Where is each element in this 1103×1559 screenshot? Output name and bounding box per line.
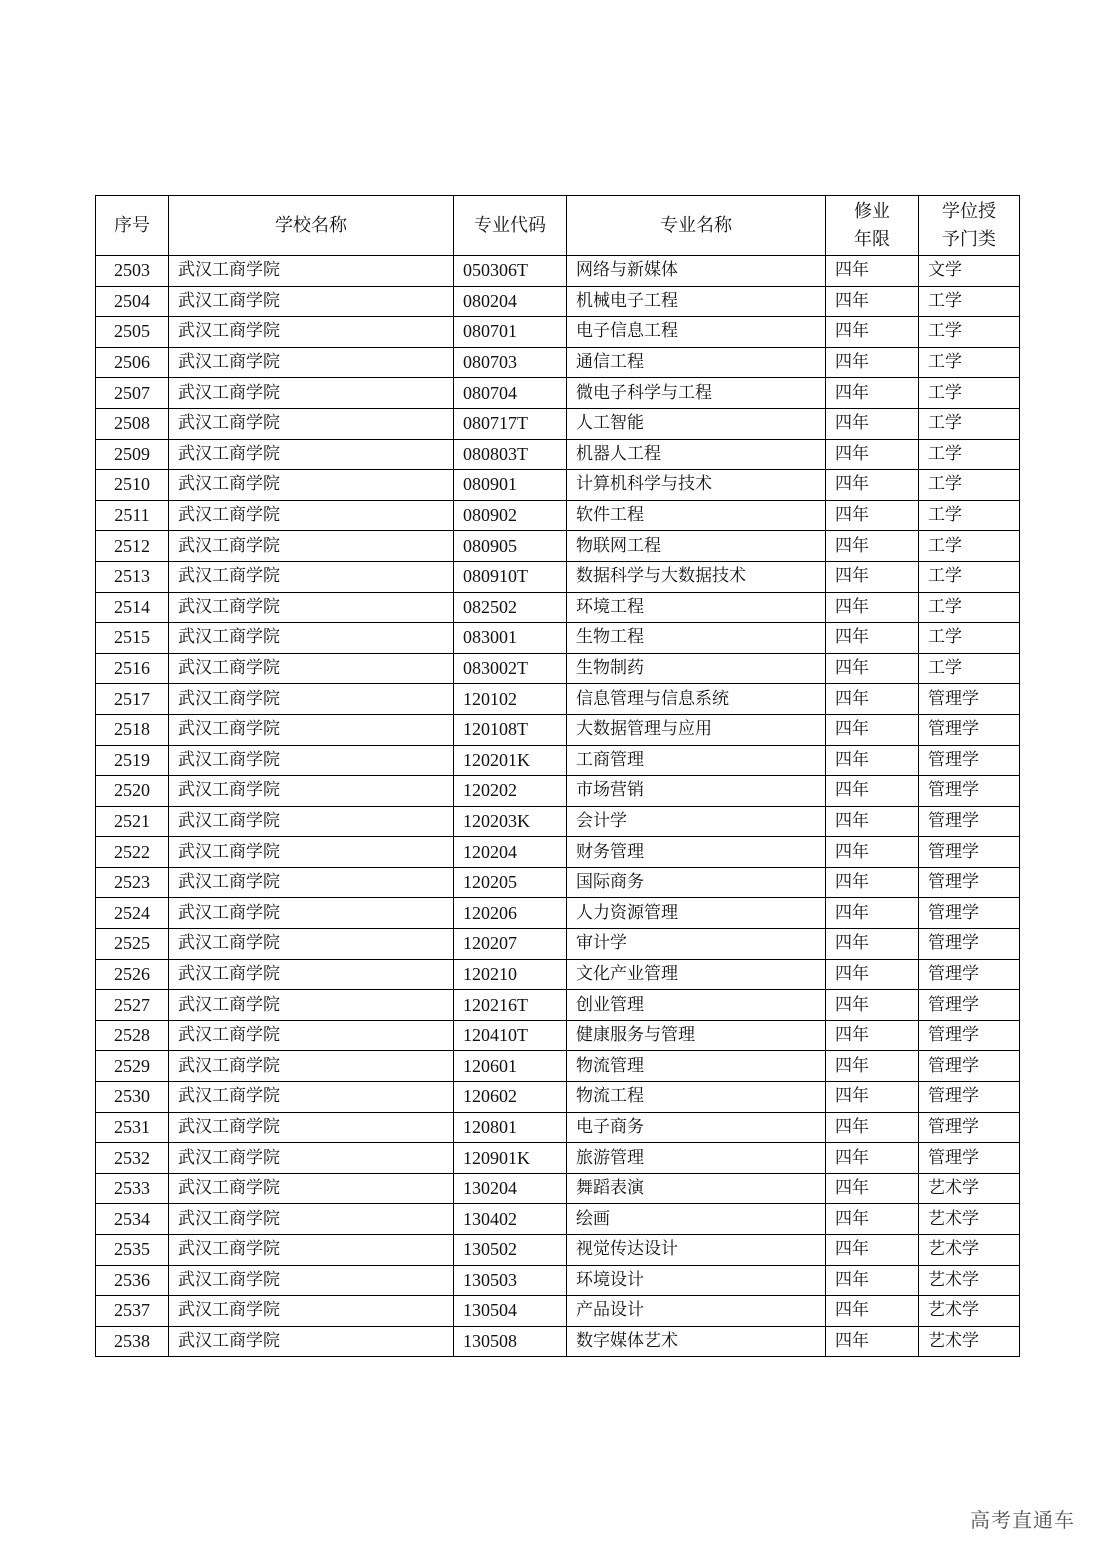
cell-school: 武汉工商学院 bbox=[169, 1326, 454, 1357]
cell-school: 武汉工商学院 bbox=[169, 867, 454, 898]
cell-major: 会计学 bbox=[567, 806, 826, 837]
cell-code: 080704 bbox=[454, 378, 567, 409]
table-row bbox=[96, 837, 1020, 868]
table-row bbox=[96, 990, 1020, 1021]
cell-major: 大数据管理与应用 bbox=[567, 714, 826, 745]
cell-years: 四年 bbox=[826, 1173, 919, 1204]
cell-degree: 工学 bbox=[919, 531, 1020, 562]
cell-school: 武汉工商学院 bbox=[169, 1235, 454, 1266]
cell-years: 四年 bbox=[826, 684, 919, 715]
cell-code: 120216T bbox=[454, 990, 567, 1021]
cell-degree: 管理学 bbox=[919, 929, 1020, 960]
cell-school: 武汉工商学院 bbox=[169, 1082, 454, 1113]
cell-degree: 管理学 bbox=[919, 806, 1020, 837]
cell-code: 130502 bbox=[454, 1235, 567, 1266]
cell-school: 武汉工商学院 bbox=[169, 561, 454, 592]
cell-school: 武汉工商学院 bbox=[169, 623, 454, 654]
cell-degree: 工学 bbox=[919, 592, 1020, 623]
table-row bbox=[96, 439, 1020, 470]
cell-major: 生物制药 bbox=[567, 653, 826, 684]
table-row bbox=[96, 1296, 1020, 1327]
cell-code: 120102 bbox=[454, 684, 567, 715]
table-row bbox=[96, 959, 1020, 990]
cell-code: 120410T bbox=[454, 1020, 567, 1051]
table-row bbox=[96, 684, 1020, 715]
cell-major: 机器人工程 bbox=[567, 439, 826, 470]
cell-school: 武汉工商学院 bbox=[169, 408, 454, 439]
cell-seq: 2513 bbox=[96, 561, 169, 592]
table-row bbox=[96, 592, 1020, 623]
cell-major: 视觉传达设计 bbox=[567, 1235, 826, 1266]
cell-major: 机械电子工程 bbox=[567, 286, 826, 317]
cell-school: 武汉工商学院 bbox=[169, 1020, 454, 1051]
table-row bbox=[96, 317, 1020, 348]
table-row bbox=[96, 653, 1020, 684]
header-seq: 序号 bbox=[96, 196, 169, 256]
cell-code: 120207 bbox=[454, 929, 567, 960]
cell-code: 120601 bbox=[454, 1051, 567, 1082]
cell-major: 市场营销 bbox=[567, 776, 826, 807]
cell-major: 工商管理 bbox=[567, 745, 826, 776]
table-row bbox=[96, 898, 1020, 929]
header-years-line1: 修业 bbox=[854, 200, 890, 222]
cell-major: 物流工程 bbox=[567, 1082, 826, 1113]
cell-seq: 2531 bbox=[96, 1112, 169, 1143]
cell-years: 四年 bbox=[826, 1204, 919, 1235]
cell-major: 生物工程 bbox=[567, 623, 826, 654]
header-major: 专业名称 bbox=[567, 196, 826, 256]
cell-years: 四年 bbox=[826, 1235, 919, 1266]
cell-major: 数据科学与大数据技术 bbox=[567, 561, 826, 592]
cell-code: 120602 bbox=[454, 1082, 567, 1113]
cell-seq: 2537 bbox=[96, 1296, 169, 1327]
cell-school: 武汉工商学院 bbox=[169, 1296, 454, 1327]
table-row bbox=[96, 470, 1020, 501]
table-row bbox=[96, 623, 1020, 654]
cell-years: 四年 bbox=[826, 408, 919, 439]
cell-seq: 2521 bbox=[96, 806, 169, 837]
cell-major: 信息管理与信息系统 bbox=[567, 684, 826, 715]
cell-seq: 2528 bbox=[96, 1020, 169, 1051]
cell-code: 050306T bbox=[454, 256, 567, 287]
cell-code: 080717T bbox=[454, 408, 567, 439]
cell-seq: 2517 bbox=[96, 684, 169, 715]
cell-school: 武汉工商学院 bbox=[169, 714, 454, 745]
table-row bbox=[96, 1204, 1020, 1235]
cell-years: 四年 bbox=[826, 561, 919, 592]
cell-degree: 工学 bbox=[919, 500, 1020, 531]
cell-degree: 工学 bbox=[919, 378, 1020, 409]
cell-school: 武汉工商学院 bbox=[169, 286, 454, 317]
cell-major: 国际商务 bbox=[567, 867, 826, 898]
cell-years: 四年 bbox=[826, 959, 919, 990]
cell-code: 080902 bbox=[454, 500, 567, 531]
table-row bbox=[96, 347, 1020, 378]
cell-seq: 2508 bbox=[96, 408, 169, 439]
cell-degree: 管理学 bbox=[919, 776, 1020, 807]
cell-years: 四年 bbox=[826, 837, 919, 868]
cell-years: 四年 bbox=[826, 592, 919, 623]
cell-degree: 艺术学 bbox=[919, 1326, 1020, 1357]
cell-degree: 管理学 bbox=[919, 1112, 1020, 1143]
cell-school: 武汉工商学院 bbox=[169, 745, 454, 776]
cell-major: 产品设计 bbox=[567, 1296, 826, 1327]
cell-school: 武汉工商学院 bbox=[169, 500, 454, 531]
cell-seq: 2520 bbox=[96, 776, 169, 807]
table-row bbox=[96, 1082, 1020, 1113]
header-row bbox=[96, 196, 1020, 256]
table-row bbox=[96, 1326, 1020, 1357]
cell-years: 四年 bbox=[826, 286, 919, 317]
table-row bbox=[96, 1051, 1020, 1082]
cell-code: 083001 bbox=[454, 623, 567, 654]
cell-code: 120202 bbox=[454, 776, 567, 807]
cell-years: 四年 bbox=[826, 439, 919, 470]
cell-school: 武汉工商学院 bbox=[169, 531, 454, 562]
header-years-line2: 年限 bbox=[854, 228, 890, 250]
cell-code: 080204 bbox=[454, 286, 567, 317]
cell-years: 四年 bbox=[826, 378, 919, 409]
cell-major: 电子商务 bbox=[567, 1112, 826, 1143]
cell-code: 120901K bbox=[454, 1143, 567, 1174]
cell-years: 四年 bbox=[826, 806, 919, 837]
cell-major: 物流管理 bbox=[567, 1051, 826, 1082]
cell-school: 武汉工商学院 bbox=[169, 837, 454, 868]
cell-degree: 艺术学 bbox=[919, 1173, 1020, 1204]
cell-major: 旅游管理 bbox=[567, 1143, 826, 1174]
cell-major: 创业管理 bbox=[567, 990, 826, 1021]
cell-seq: 2522 bbox=[96, 837, 169, 868]
cell-years: 四年 bbox=[826, 256, 919, 287]
cell-years: 四年 bbox=[826, 1051, 919, 1082]
cell-major: 环境设计 bbox=[567, 1265, 826, 1296]
cell-seq: 2530 bbox=[96, 1082, 169, 1113]
cell-seq: 2514 bbox=[96, 592, 169, 623]
cell-seq: 2515 bbox=[96, 623, 169, 654]
cell-degree: 管理学 bbox=[919, 714, 1020, 745]
table-row bbox=[96, 1235, 1020, 1266]
cell-major: 软件工程 bbox=[567, 500, 826, 531]
cell-school: 武汉工商学院 bbox=[169, 653, 454, 684]
cell-code: 120210 bbox=[454, 959, 567, 990]
cell-major: 舞蹈表演 bbox=[567, 1173, 826, 1204]
header-code: 专业代码 bbox=[454, 196, 567, 256]
cell-degree: 管理学 bbox=[919, 867, 1020, 898]
cell-degree: 工学 bbox=[919, 439, 1020, 470]
majors-table bbox=[95, 195, 1020, 1357]
cell-school: 武汉工商学院 bbox=[169, 470, 454, 501]
cell-years: 四年 bbox=[826, 1143, 919, 1174]
cell-school: 武汉工商学院 bbox=[169, 959, 454, 990]
cell-code: 120206 bbox=[454, 898, 567, 929]
cell-seq: 2518 bbox=[96, 714, 169, 745]
table-row bbox=[96, 776, 1020, 807]
cell-school: 武汉工商学院 bbox=[169, 990, 454, 1021]
cell-school: 武汉工商学院 bbox=[169, 776, 454, 807]
cell-code: 120205 bbox=[454, 867, 567, 898]
cell-degree: 工学 bbox=[919, 347, 1020, 378]
table-row bbox=[96, 531, 1020, 562]
cell-years: 四年 bbox=[826, 990, 919, 1021]
cell-school: 武汉工商学院 bbox=[169, 1173, 454, 1204]
cell-years: 四年 bbox=[826, 531, 919, 562]
cell-code: 080701 bbox=[454, 317, 567, 348]
header-degree bbox=[919, 196, 1020, 256]
cell-school: 武汉工商学院 bbox=[169, 347, 454, 378]
cell-major: 人力资源管理 bbox=[567, 898, 826, 929]
cell-seq: 2529 bbox=[96, 1051, 169, 1082]
table-body bbox=[96, 256, 1020, 1357]
cell-degree: 工学 bbox=[919, 317, 1020, 348]
table-row bbox=[96, 561, 1020, 592]
cell-school: 武汉工商学院 bbox=[169, 592, 454, 623]
cell-years: 四年 bbox=[826, 1020, 919, 1051]
cell-years: 四年 bbox=[826, 776, 919, 807]
cell-school: 武汉工商学院 bbox=[169, 1265, 454, 1296]
cell-school: 武汉工商学院 bbox=[169, 1143, 454, 1174]
cell-major: 微电子科学与工程 bbox=[567, 378, 826, 409]
cell-seq: 2534 bbox=[96, 1204, 169, 1235]
cell-years: 四年 bbox=[826, 1082, 919, 1113]
cell-seq: 2509 bbox=[96, 439, 169, 470]
cell-degree: 工学 bbox=[919, 408, 1020, 439]
cell-years: 四年 bbox=[826, 623, 919, 654]
cell-major: 审计学 bbox=[567, 929, 826, 960]
cell-school: 武汉工商学院 bbox=[169, 1051, 454, 1082]
cell-seq: 2503 bbox=[96, 256, 169, 287]
cell-years: 四年 bbox=[826, 347, 919, 378]
table-row bbox=[96, 806, 1020, 837]
watermark-text: 高考直通车 bbox=[970, 1508, 1075, 1532]
cell-school: 武汉工商学院 bbox=[169, 898, 454, 929]
cell-years: 四年 bbox=[826, 1326, 919, 1357]
cell-code: 120801 bbox=[454, 1112, 567, 1143]
table-row bbox=[96, 714, 1020, 745]
cell-major: 环境工程 bbox=[567, 592, 826, 623]
cell-school: 武汉工商学院 bbox=[169, 317, 454, 348]
cell-years: 四年 bbox=[826, 745, 919, 776]
cell-code: 130402 bbox=[454, 1204, 567, 1235]
cell-years: 四年 bbox=[826, 898, 919, 929]
table-row bbox=[96, 929, 1020, 960]
cell-code: 130503 bbox=[454, 1265, 567, 1296]
cell-degree: 艺术学 bbox=[919, 1265, 1020, 1296]
table-row bbox=[96, 286, 1020, 317]
cell-school: 武汉工商学院 bbox=[169, 256, 454, 287]
cell-degree: 艺术学 bbox=[919, 1296, 1020, 1327]
cell-degree: 管理学 bbox=[919, 1051, 1020, 1082]
cell-degree: 工学 bbox=[919, 561, 1020, 592]
table-row bbox=[96, 1143, 1020, 1174]
cell-major: 数字媒体艺术 bbox=[567, 1326, 826, 1357]
cell-degree: 艺术学 bbox=[919, 1204, 1020, 1235]
cell-major: 财务管理 bbox=[567, 837, 826, 868]
cell-degree: 艺术学 bbox=[919, 1235, 1020, 1266]
cell-seq: 2533 bbox=[96, 1173, 169, 1204]
cell-seq: 2538 bbox=[96, 1326, 169, 1357]
header-degree-line1: 学位授 bbox=[942, 200, 996, 222]
cell-seq: 2506 bbox=[96, 347, 169, 378]
table-row bbox=[96, 745, 1020, 776]
cell-seq: 2507 bbox=[96, 378, 169, 409]
cell-degree: 工学 bbox=[919, 286, 1020, 317]
header-school: 学校名称 bbox=[169, 196, 454, 256]
table-row bbox=[96, 500, 1020, 531]
cell-major: 通信工程 bbox=[567, 347, 826, 378]
cell-code: 130508 bbox=[454, 1326, 567, 1357]
cell-years: 四年 bbox=[826, 929, 919, 960]
table-row bbox=[96, 867, 1020, 898]
cell-code: 082502 bbox=[454, 592, 567, 623]
cell-code: 083002T bbox=[454, 653, 567, 684]
table-row bbox=[96, 1020, 1020, 1051]
cell-degree: 管理学 bbox=[919, 990, 1020, 1021]
cell-years: 四年 bbox=[826, 1112, 919, 1143]
cell-seq: 2536 bbox=[96, 1265, 169, 1296]
cell-degree: 工学 bbox=[919, 470, 1020, 501]
cell-code: 080910T bbox=[454, 561, 567, 592]
cell-seq: 2505 bbox=[96, 317, 169, 348]
cell-school: 武汉工商学院 bbox=[169, 1112, 454, 1143]
cell-degree: 管理学 bbox=[919, 959, 1020, 990]
cell-degree: 管理学 bbox=[919, 1020, 1020, 1051]
table-header bbox=[96, 196, 1020, 256]
cell-seq: 2510 bbox=[96, 470, 169, 501]
table-row bbox=[96, 1265, 1020, 1296]
cell-major: 计算机科学与技术 bbox=[567, 470, 826, 501]
cell-degree: 管理学 bbox=[919, 1143, 1020, 1174]
cell-years: 四年 bbox=[826, 1265, 919, 1296]
cell-seq: 2511 bbox=[96, 500, 169, 531]
cell-years: 四年 bbox=[826, 867, 919, 898]
cell-major: 文化产业管理 bbox=[567, 959, 826, 990]
cell-code: 120203K bbox=[454, 806, 567, 837]
cell-seq: 2504 bbox=[96, 286, 169, 317]
table-row bbox=[96, 378, 1020, 409]
cell-code: 080803T bbox=[454, 439, 567, 470]
header-years bbox=[826, 196, 919, 256]
cell-code: 080901 bbox=[454, 470, 567, 501]
cell-school: 武汉工商学院 bbox=[169, 684, 454, 715]
table-row bbox=[96, 1112, 1020, 1143]
table-row bbox=[96, 408, 1020, 439]
cell-degree: 管理学 bbox=[919, 898, 1020, 929]
cell-years: 四年 bbox=[826, 714, 919, 745]
cell-code: 120108T bbox=[454, 714, 567, 745]
cell-degree: 管理学 bbox=[919, 1082, 1020, 1113]
cell-school: 武汉工商学院 bbox=[169, 929, 454, 960]
cell-major: 物联网工程 bbox=[567, 531, 826, 562]
cell-seq: 2512 bbox=[96, 531, 169, 562]
cell-years: 四年 bbox=[826, 500, 919, 531]
cell-school: 武汉工商学院 bbox=[169, 1204, 454, 1235]
cell-code: 130504 bbox=[454, 1296, 567, 1327]
cell-seq: 2527 bbox=[96, 990, 169, 1021]
table-row bbox=[96, 1173, 1020, 1204]
cell-years: 四年 bbox=[826, 317, 919, 348]
cell-seq: 2519 bbox=[96, 745, 169, 776]
cell-seq: 2532 bbox=[96, 1143, 169, 1174]
cell-degree: 管理学 bbox=[919, 745, 1020, 776]
cell-seq: 2524 bbox=[96, 898, 169, 929]
cell-years: 四年 bbox=[826, 653, 919, 684]
cell-degree: 管理学 bbox=[919, 837, 1020, 868]
cell-seq: 2535 bbox=[96, 1235, 169, 1266]
cell-seq: 2523 bbox=[96, 867, 169, 898]
header-degree-line2: 予门类 bbox=[942, 228, 996, 250]
cell-seq: 2526 bbox=[96, 959, 169, 990]
cell-major: 健康服务与管理 bbox=[567, 1020, 826, 1051]
cell-major: 网络与新媒体 bbox=[567, 256, 826, 287]
cell-code: 120201K bbox=[454, 745, 567, 776]
cell-code: 130204 bbox=[454, 1173, 567, 1204]
cell-degree: 文学 bbox=[919, 256, 1020, 287]
table-row bbox=[96, 256, 1020, 287]
cell-seq: 2516 bbox=[96, 653, 169, 684]
cell-code: 120204 bbox=[454, 837, 567, 868]
cell-years: 四年 bbox=[826, 1296, 919, 1327]
cell-seq: 2525 bbox=[96, 929, 169, 960]
cell-major: 电子信息工程 bbox=[567, 317, 826, 348]
cell-school: 武汉工商学院 bbox=[169, 378, 454, 409]
cell-code: 080703 bbox=[454, 347, 567, 378]
cell-degree: 工学 bbox=[919, 653, 1020, 684]
cell-degree: 管理学 bbox=[919, 684, 1020, 715]
cell-school: 武汉工商学院 bbox=[169, 439, 454, 470]
cell-code: 080905 bbox=[454, 531, 567, 562]
cell-major: 人工智能 bbox=[567, 408, 826, 439]
cell-degree: 工学 bbox=[919, 623, 1020, 654]
cell-major: 绘画 bbox=[567, 1204, 826, 1235]
cell-years: 四年 bbox=[826, 470, 919, 501]
cell-school: 武汉工商学院 bbox=[169, 806, 454, 837]
